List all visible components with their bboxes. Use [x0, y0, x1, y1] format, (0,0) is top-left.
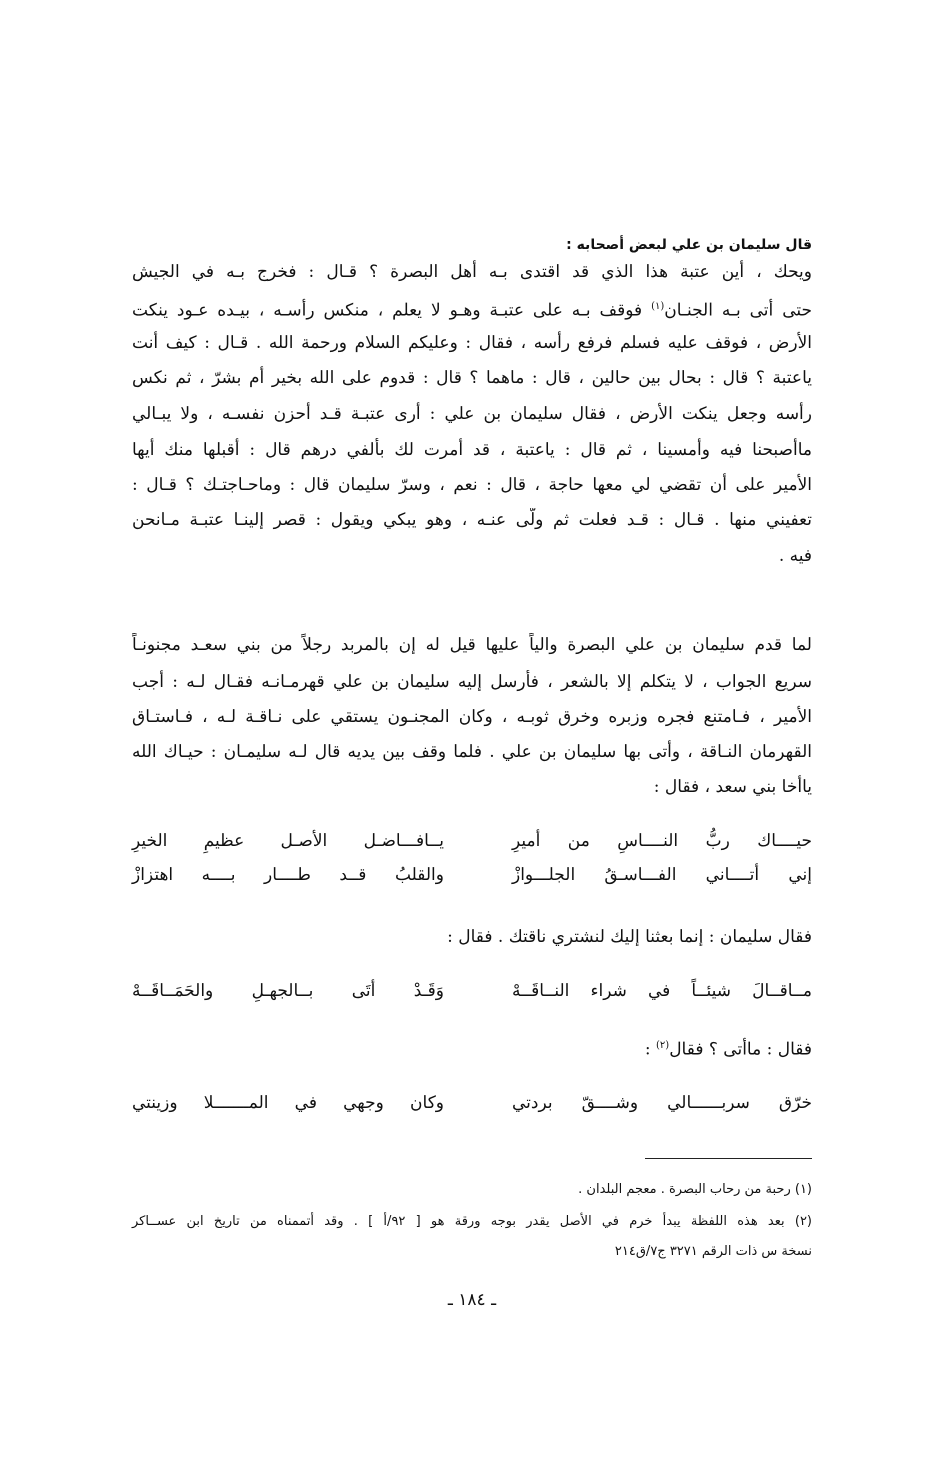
text-fragment: حتى أتى بـه الجنـان: [664, 300, 812, 321]
footnote-marker: (٢): [656, 1040, 670, 1051]
text-line: الأرض ، فوقف عليه فسلم فرفع رأسه ، فقال : وعليكم السلام ورحمة الله . قـال : كيف أنت: [132, 333, 812, 353]
verse-first-hemistich: حيــــاك ربُّ النــــاسِ من أميرِ: [512, 831, 812, 851]
footnote: نسخة س ذات الرقم ٣٢٧١ ج٧/ق٢١٤: [614, 1244, 812, 1259]
text-line: الأمير ، فـامتنع فجره وزبره وخرق ثوبـه ، وكان المجنـون يستقي على نـاقـة لـه ، فـاستـاق: [132, 707, 812, 727]
text-line: ويحك ، أين عتبة هذا الذي قد اقتدى بـه أهل البصرة ؟ قـال : فخرج بـه في الجيش: [132, 262, 812, 282]
verse-first-hemistich: خرّق سربــــــالي وشــــقّ بردتي: [512, 1093, 812, 1113]
text-line: ياأخا بني سعد ، فقال :: [653, 777, 812, 797]
verse-first-hemistich: إني أتــــاني الفـــاسـقُ الجلـــوازْ: [512, 865, 812, 885]
text-fragment: فقال : ماأتى ؟ فقال: [669, 1039, 812, 1060]
verse-second-hemistich: وَقَـدْ أتَى بــالجهـلِ والحَمَــاقَــهْ: [132, 981, 444, 1001]
page-number: ـ ١٨٤ ـ: [447, 1290, 497, 1310]
text-line: رأسه وجعل ينكت الأرض ، فقال سليمان بن علي : أرى عتبـة قـد أحزن نفسـه ، ولا يبـالي: [132, 404, 812, 424]
footnote-marker: (١): [651, 301, 665, 312]
footnote: (٢) بعد هذه اللفظة يبدأ خرم في الأصل يقدر بوجه ورقة هو [ ٩٢/أ ] . وقد أتممناه من تاريخ ابن عســاكر: [132, 1214, 812, 1229]
text-line: [132, 295, 812, 323]
text-line: الأمير على أن تقضي لي معها حاجة ، قال : نعم ، وسرّ سليمان قال : وماحـاجتـك ؟ قـال :: [132, 475, 812, 495]
footnote-divider: [645, 1158, 812, 1159]
footnote: (١) رحبة من رحاب البصرة . معجم البلدان .: [578, 1182, 812, 1197]
verse-second-hemistich: يــافـــاضـل الأصـل عظيمِ الخيرِ: [132, 831, 444, 851]
text-fragment: فوقف بـه على عتبـة وهـو لا يعلم ، منكس رأسـه ، بيـده عـود ينكت: [132, 300, 643, 321]
text-line: ماأصبحنا فيه وأمسينا ، ثم قال : ياعتبة ، قد أمرت لك بألفي درهم قال : أقبلها منك أيها: [132, 440, 812, 460]
verse-second-hemistich: وكان وجهي في المـــــــلا وزينتي: [132, 1093, 444, 1113]
verse-second-hemistich: والقلبُ قــد طــــار بــــه اهتزازْ: [132, 865, 444, 885]
verse-first-hemistich: مــاقــالَ شيئــاً في شراء النــاقَــهْ: [512, 981, 812, 1001]
text-line: [132, 1034, 812, 1062]
text-line: ياعتبة ؟ قال : بحال بين حالين ، قال : ماهما ؟ قال : قدوم على الله بخير أم بشرّ ، ثم نكس: [132, 368, 812, 388]
text-line: تعفيني منها . قـال : قـد فعلت ثم ولّى عنـه ، وهو يبكي ويقول : قصر إلينـا عتبـة مـانحن: [132, 510, 812, 530]
text-line: سريع الجواب ، لا يتكلم إلا بالشعر ، فأرسل إليه سليمان بن علي قهرمـانـه فقـال لـه : أجب: [132, 672, 812, 692]
section-heading: قال سليمان بن علي لبعض أصحابه :: [566, 237, 812, 253]
text-line: فيه .: [778, 546, 812, 566]
text-line: لما قدم سليمان بن علي البصرة والياً عليها قيل له إن بالمربد رجلاً من بني سعـد مجنونـاً: [132, 635, 812, 655]
text-line: القهرمان النـاقة ، وأتى بها سليمان بن علي . فلما وقف بين يديه قال لـه سليمـان : حيـاك الله: [132, 742, 812, 762]
text-fragment: :: [644, 1039, 657, 1060]
text-line: فقال سليمان : إنما بعثنا إليك لنشتري ناقتك . فقال :: [447, 927, 812, 947]
